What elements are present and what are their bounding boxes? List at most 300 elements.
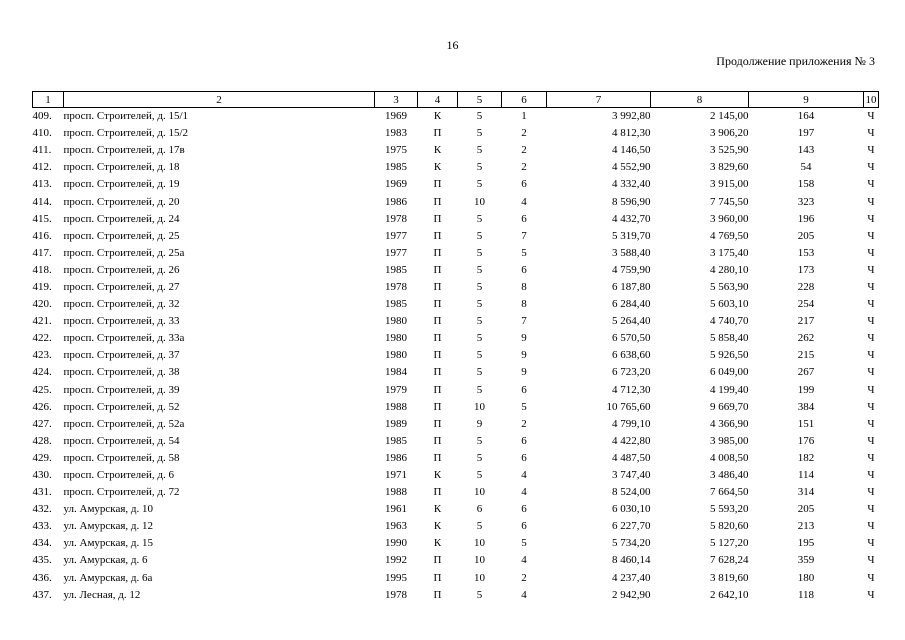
year-built-cell: 1984	[385, 366, 407, 379]
total-area-cell: 5 264,40	[612, 315, 651, 328]
entrances-cell: 8	[521, 298, 527, 311]
wall-material-cell: П	[433, 298, 442, 311]
column-header: 4	[418, 92, 458, 108]
total-area-cell: 3 747,40	[612, 469, 651, 482]
wall-material-cell: К	[433, 144, 442, 157]
year-built-cell: 1969	[385, 110, 407, 123]
ownership-cell: Ч	[867, 298, 875, 311]
living-area-cell: 5 127,20	[710, 537, 749, 550]
entrances-cell: 6	[521, 383, 527, 396]
row-number-cell: 437.	[32, 588, 52, 601]
wall-material-cell: П	[433, 263, 442, 276]
ownership-cell: Ч	[867, 383, 875, 396]
ownership-cell: Ч	[867, 178, 875, 191]
row-number-cell: 409.	[32, 110, 52, 123]
floors-cell: 5	[476, 434, 483, 447]
entrances-cell: 6	[521, 503, 527, 516]
table-row	[33, 330, 879, 347]
entrances-cell: 1	[521, 110, 527, 123]
address-cell: просп. Строителей, д. 52	[63, 400, 180, 413]
year-built-cell: 1988	[385, 400, 407, 413]
ownership-cell: Ч	[867, 366, 875, 379]
entrances-cell: 4	[521, 588, 527, 601]
table-row	[33, 176, 879, 193]
address-cell: просп. Строителей, д. 18	[63, 161, 180, 174]
table-row	[33, 347, 879, 364]
living-area-cell: 4 280,10	[710, 263, 749, 276]
year-built-cell: 1992	[385, 554, 407, 567]
total-area-cell: 4 759,90	[612, 263, 651, 276]
ownership-cell: Ч	[867, 229, 875, 242]
residents-cell: 114	[797, 469, 815, 482]
wall-material-cell: П	[433, 486, 442, 499]
residents-cell: 359	[797, 554, 815, 567]
ownership-cell: Ч	[867, 161, 875, 174]
ownership-cell: Ч	[867, 195, 875, 208]
living-area-cell: 2 145,00	[710, 110, 749, 123]
row-number-cell: 412.	[32, 161, 52, 174]
living-area-cell: 3 829,60	[710, 161, 749, 174]
residents-cell: 205	[797, 229, 815, 242]
ownership-cell: Ч	[867, 280, 875, 293]
year-built-cell: 1980	[385, 349, 407, 362]
address-cell: ул. Амурская, д. 6а	[63, 571, 153, 584]
total-area-cell: 5 319,70	[612, 229, 651, 242]
entrances-cell: 7	[521, 315, 527, 328]
total-area-cell: 4 812,30	[612, 127, 651, 140]
year-built-cell: 1985	[385, 161, 407, 174]
year-built-cell: 1985	[385, 298, 407, 311]
floors-cell: 5	[476, 246, 483, 259]
entrances-cell: 2	[521, 571, 527, 584]
floors-cell: 5	[476, 588, 483, 601]
year-built-cell: 1980	[385, 315, 407, 328]
living-area-cell: 4 008,50	[710, 451, 749, 464]
living-area-cell: 3 906,20	[710, 127, 749, 140]
total-area-cell: 4 552,90	[612, 161, 651, 174]
wall-material-cell: К	[433, 110, 442, 123]
row-number-cell: 416.	[32, 229, 52, 242]
wall-material-cell: П	[433, 588, 442, 601]
floors-cell: 10	[474, 400, 485, 413]
total-area-cell: 8 460,14	[612, 554, 651, 567]
row-number-cell: 414.	[32, 195, 52, 208]
year-built-cell: 1977	[385, 246, 407, 259]
living-area-cell: 5 858,40	[710, 332, 749, 345]
column-header: 9	[749, 92, 864, 108]
ownership-cell: Ч	[867, 349, 875, 362]
table-row	[33, 262, 879, 279]
entrances-cell: 4	[521, 195, 527, 208]
row-number-cell: 436.	[32, 571, 52, 584]
entrances-cell: 9	[521, 332, 527, 345]
address-cell: просп. Строителей, д. 32	[63, 298, 180, 311]
address-cell: просп. Строителей, д. 39	[63, 383, 180, 396]
residents-cell: 197	[797, 127, 815, 140]
total-area-cell: 6 638,60	[612, 349, 651, 362]
ownership-cell: Ч	[867, 469, 875, 482]
total-area-cell: 4 237,40	[612, 571, 651, 584]
wall-material-cell: К	[433, 537, 442, 550]
floors-cell: 5	[476, 212, 483, 225]
living-area-cell: 3 985,00	[710, 434, 749, 447]
ownership-cell: Ч	[867, 486, 875, 499]
address-cell: просп. Строителей, д. 25	[63, 229, 180, 242]
entrances-cell: 6	[521, 451, 527, 464]
row-number-cell: 425.	[32, 383, 52, 396]
address-cell: ул. Амурская, д. 12	[63, 520, 154, 533]
residents-cell: 180	[797, 571, 815, 584]
row-number-cell: 411.	[32, 144, 52, 157]
residents-cell: 262	[797, 332, 815, 345]
residents-cell: 182	[797, 451, 815, 464]
address-cell: просп. Строителей, д. 33	[63, 315, 180, 328]
total-area-cell: 5 734,20	[612, 537, 651, 550]
residents-cell: 254	[797, 298, 815, 311]
floors-cell: 10	[474, 571, 485, 584]
year-built-cell: 1961	[385, 503, 407, 516]
column-header: 2	[64, 92, 375, 108]
table-row	[33, 484, 879, 501]
floors-cell: 5	[476, 366, 483, 379]
living-area-cell: 6 049,00	[710, 366, 749, 379]
wall-material-cell: П	[433, 571, 442, 584]
row-number-cell: 410.	[32, 127, 52, 140]
wall-material-cell: П	[433, 451, 442, 464]
row-number-cell: 428.	[32, 434, 52, 447]
table-row	[33, 552, 879, 569]
residents-cell: 217	[797, 315, 815, 328]
ownership-cell: Ч	[867, 571, 875, 584]
address-cell: просп. Строителей, д. 19	[63, 178, 180, 191]
entrances-cell: 8	[521, 280, 527, 293]
year-built-cell: 1983	[385, 127, 407, 140]
year-built-cell: 1980	[385, 332, 407, 345]
living-area-cell: 7 664,50	[710, 486, 749, 499]
address-cell: ул. Амурская, д. 15	[63, 537, 154, 550]
entrances-cell: 6	[521, 434, 527, 447]
table-header	[33, 92, 879, 108]
row-number-cell: 431.	[32, 486, 52, 499]
ownership-cell: Ч	[867, 127, 875, 140]
column-header: 7	[547, 92, 651, 108]
wall-material-cell: П	[433, 383, 442, 396]
ownership-cell: Ч	[867, 434, 875, 447]
wall-material-cell: П	[433, 332, 442, 345]
total-area-cell: 10 765,60	[606, 400, 651, 413]
floors-cell: 5	[476, 280, 483, 293]
wall-material-cell: П	[433, 349, 442, 362]
table-row	[33, 193, 879, 210]
wall-material-cell: К	[433, 161, 442, 174]
total-area-cell: 8 524,00	[612, 486, 651, 499]
total-area-cell: 8 596,90	[612, 195, 651, 208]
living-area-cell: 2 642,10	[710, 588, 749, 601]
residents-cell: 205	[797, 503, 815, 516]
wall-material-cell: П	[433, 554, 442, 567]
entrances-cell: 2	[521, 127, 527, 140]
wall-material-cell: П	[433, 229, 442, 242]
table-row	[33, 501, 879, 518]
entrances-cell: 2	[521, 417, 527, 430]
floors-cell: 5	[476, 315, 483, 328]
wall-material-cell: П	[433, 400, 442, 413]
residents-cell: 151	[797, 417, 815, 430]
entrances-cell: 7	[521, 229, 527, 242]
address-cell: просп. Строителей, д. 20	[63, 195, 180, 208]
ownership-cell: Ч	[867, 144, 875, 157]
row-number-cell: 435.	[32, 554, 52, 567]
total-area-cell: 6 570,50	[612, 332, 651, 345]
wall-material-cell: К	[433, 520, 442, 533]
wall-material-cell: К	[433, 503, 442, 516]
table-row	[33, 416, 879, 433]
address-cell: просп. Строителей, д. 58	[63, 451, 180, 464]
table-row	[33, 313, 879, 330]
floors-cell: 5	[476, 298, 483, 311]
table-row	[33, 587, 879, 604]
address-cell: просп. Строителей, д. 24	[63, 212, 180, 225]
residents-cell: 118	[797, 588, 815, 601]
floors-cell: 10	[474, 554, 485, 567]
address-cell: просп. Строителей, д. 72	[63, 486, 180, 499]
table-row	[33, 399, 879, 416]
table-row	[33, 245, 879, 262]
year-built-cell: 1963	[385, 520, 407, 533]
table-row	[33, 142, 879, 159]
table-row	[33, 518, 879, 535]
address-cell: просп. Строителей, д. 33а	[63, 332, 185, 345]
floors-cell: 10	[474, 195, 485, 208]
floors-cell: 6	[476, 503, 483, 516]
address-cell: просп. Строителей, д. 25а	[63, 246, 185, 259]
living-area-cell: 9 669,70	[710, 400, 749, 413]
page-number: 16	[446, 38, 459, 52]
table-row	[33, 108, 879, 126]
row-number-cell: 413.	[32, 178, 52, 191]
column-header: 5	[458, 92, 502, 108]
ownership-cell: Ч	[867, 451, 875, 464]
residents-cell: 199	[797, 383, 815, 396]
ownership-cell: Ч	[867, 400, 875, 413]
table-row	[33, 296, 879, 313]
living-area-cell: 4 366,90	[710, 417, 749, 430]
column-header: 6	[502, 92, 547, 108]
floors-cell: 5	[476, 110, 483, 123]
residents-cell: 158	[797, 178, 815, 191]
column-header: 1	[33, 92, 64, 108]
row-number-cell: 415.	[32, 212, 52, 225]
year-built-cell: 1978	[385, 588, 407, 601]
total-area-cell: 4 799,10	[612, 417, 651, 430]
wall-material-cell: П	[433, 195, 442, 208]
table-body	[33, 108, 879, 604]
living-area-cell: 5 820,60	[710, 520, 749, 533]
wall-material-cell: П	[433, 417, 442, 430]
table-row	[33, 382, 879, 399]
floors-cell: 5	[476, 383, 483, 396]
year-built-cell: 1985	[385, 434, 407, 447]
ownership-cell: Ч	[867, 332, 875, 345]
living-area-cell: 4 769,50	[710, 229, 749, 242]
year-built-cell: 1985	[385, 263, 407, 276]
row-number-cell: 430.	[32, 469, 52, 482]
total-area-cell: 3 588,40	[612, 246, 651, 259]
table-row	[33, 364, 879, 381]
row-number-cell: 427.	[32, 417, 52, 430]
total-area-cell: 4 712,30	[612, 383, 651, 396]
residents-cell: 143	[797, 144, 815, 157]
living-area-cell: 3 525,90	[710, 144, 749, 157]
residents-cell: 164	[797, 110, 815, 123]
floors-cell: 5	[476, 332, 483, 345]
row-number-cell: 434.	[32, 537, 52, 550]
floors-cell: 5	[476, 229, 483, 242]
row-number-cell: 432.	[32, 503, 52, 516]
floors-cell: 10	[474, 486, 485, 499]
total-area-cell: 4 487,50	[612, 451, 651, 464]
residents-cell: 215	[797, 349, 815, 362]
entrances-cell: 4	[521, 486, 527, 499]
total-area-cell: 4 432,70	[612, 212, 651, 225]
address-cell: просп. Строителей, д. 52а	[63, 417, 185, 430]
row-number-cell: 426.	[32, 400, 52, 413]
total-area-cell: 4 422,80	[612, 434, 651, 447]
floors-cell: 5	[476, 469, 483, 482]
continuation-label: Продолжение приложения № 3	[716, 54, 875, 68]
wall-material-cell: П	[433, 315, 442, 328]
table-row	[33, 535, 879, 552]
ownership-cell: Ч	[867, 212, 875, 225]
living-area-cell: 4 740,70	[710, 315, 749, 328]
table-row	[33, 450, 879, 467]
wall-material-cell: П	[433, 280, 442, 293]
year-built-cell: 1989	[385, 417, 407, 430]
ownership-cell: Ч	[867, 263, 875, 276]
residents-cell: 213	[797, 520, 815, 533]
address-cell: просп. Строителей, д. 38	[63, 366, 180, 379]
entrances-cell: 9	[521, 366, 527, 379]
floors-cell: 5	[476, 451, 483, 464]
address-cell: просп. Строителей, д. 6	[63, 469, 174, 482]
floors-cell: 5	[476, 349, 483, 362]
year-built-cell: 1969	[385, 178, 407, 191]
total-area-cell: 6 030,10	[612, 503, 651, 516]
residents-cell: 323	[797, 195, 815, 208]
entrances-cell: 5	[521, 537, 527, 550]
table-row	[33, 211, 879, 228]
row-number-cell: 433.	[32, 520, 52, 533]
floors-cell: 5	[476, 144, 483, 157]
total-area-cell: 4 332,40	[612, 178, 651, 191]
total-area-cell: 3 992,80	[612, 110, 651, 123]
row-number-cell: 424.	[32, 366, 52, 379]
address-cell: просп. Строителей, д. 17в	[63, 144, 185, 157]
column-header: 10	[865, 93, 877, 106]
floors-cell: 5	[476, 127, 483, 140]
year-built-cell: 1986	[385, 195, 407, 208]
row-number-cell: 423.	[32, 349, 52, 362]
living-area-cell: 5 593,20	[710, 503, 749, 516]
address-cell: просп. Строителей, д. 37	[63, 349, 180, 362]
entrances-cell: 6	[521, 178, 527, 191]
residents-cell: 228	[797, 280, 815, 293]
total-area-cell: 4 146,50	[612, 144, 651, 157]
table-row	[33, 433, 879, 450]
entrances-cell: 6	[521, 520, 527, 533]
ownership-cell: Ч	[867, 554, 875, 567]
entrances-cell: 2	[521, 144, 527, 157]
year-built-cell: 1975	[385, 144, 407, 157]
row-number-cell: 422.	[32, 332, 52, 345]
entrances-cell: 4	[521, 554, 527, 567]
year-built-cell: 1977	[385, 229, 407, 242]
residents-cell: 314	[797, 486, 815, 499]
year-built-cell: 1988	[385, 486, 407, 499]
residents-cell: 173	[797, 263, 815, 276]
row-number-cell: 418.	[32, 263, 52, 276]
ownership-cell: Ч	[867, 520, 875, 533]
living-area-cell: 3 486,40	[710, 469, 749, 482]
entrances-cell: 5	[521, 400, 527, 413]
year-built-cell: 1986	[385, 451, 407, 464]
entrances-cell: 6	[521, 212, 527, 225]
wall-material-cell: П	[433, 246, 442, 259]
table-row	[33, 159, 879, 176]
residents-cell: 195	[797, 537, 815, 550]
floors-cell: 5	[476, 263, 483, 276]
wall-material-cell: П	[433, 366, 442, 379]
total-area-cell: 6 227,70	[612, 520, 651, 533]
address-cell: просп. Строителей, д. 26	[63, 263, 180, 276]
row-number-cell: 429.	[32, 451, 52, 464]
row-number-cell: 421.	[32, 315, 52, 328]
column-header: 8	[651, 92, 749, 108]
table-row	[33, 467, 879, 484]
ownership-cell: Ч	[867, 417, 875, 430]
year-built-cell: 1978	[385, 280, 407, 293]
total-area-cell: 2 942,90	[612, 588, 651, 601]
housing-table	[32, 91, 879, 604]
residents-cell: 196	[797, 212, 815, 225]
address-cell: просп. Строителей, д. 15/1	[63, 110, 189, 123]
year-built-cell: 1979	[385, 383, 407, 396]
entrances-cell: 5	[521, 246, 527, 259]
floors-cell: 5	[476, 161, 483, 174]
total-area-cell: 6 284,40	[612, 298, 651, 311]
floors-cell: 10	[474, 537, 485, 550]
floors-cell: 9	[476, 417, 483, 430]
entrances-cell: 6	[521, 263, 527, 276]
total-area-cell: 6 187,80	[612, 280, 651, 293]
entrances-cell: 4	[521, 469, 527, 482]
living-area-cell: 3 819,60	[710, 571, 749, 584]
residents-cell: 176	[797, 434, 815, 447]
wall-material-cell: К	[433, 469, 442, 482]
living-area-cell: 5 563,90	[710, 280, 749, 293]
address-cell: ул. Амурская, д. 6	[63, 554, 148, 567]
ownership-cell: Ч	[867, 537, 875, 550]
address-cell: просп. Строителей, д. 27	[63, 280, 180, 293]
living-area-cell: 3 915,00	[710, 178, 749, 191]
living-area-cell: 3 175,40	[710, 246, 749, 259]
wall-material-cell: П	[433, 178, 442, 191]
year-built-cell: 1971	[385, 469, 407, 482]
residents-cell: 267	[797, 366, 815, 379]
row-number-cell: 419.	[32, 280, 52, 293]
address-cell: ул. Амурская, д. 10	[63, 503, 154, 516]
year-built-cell: 1978	[385, 212, 407, 225]
